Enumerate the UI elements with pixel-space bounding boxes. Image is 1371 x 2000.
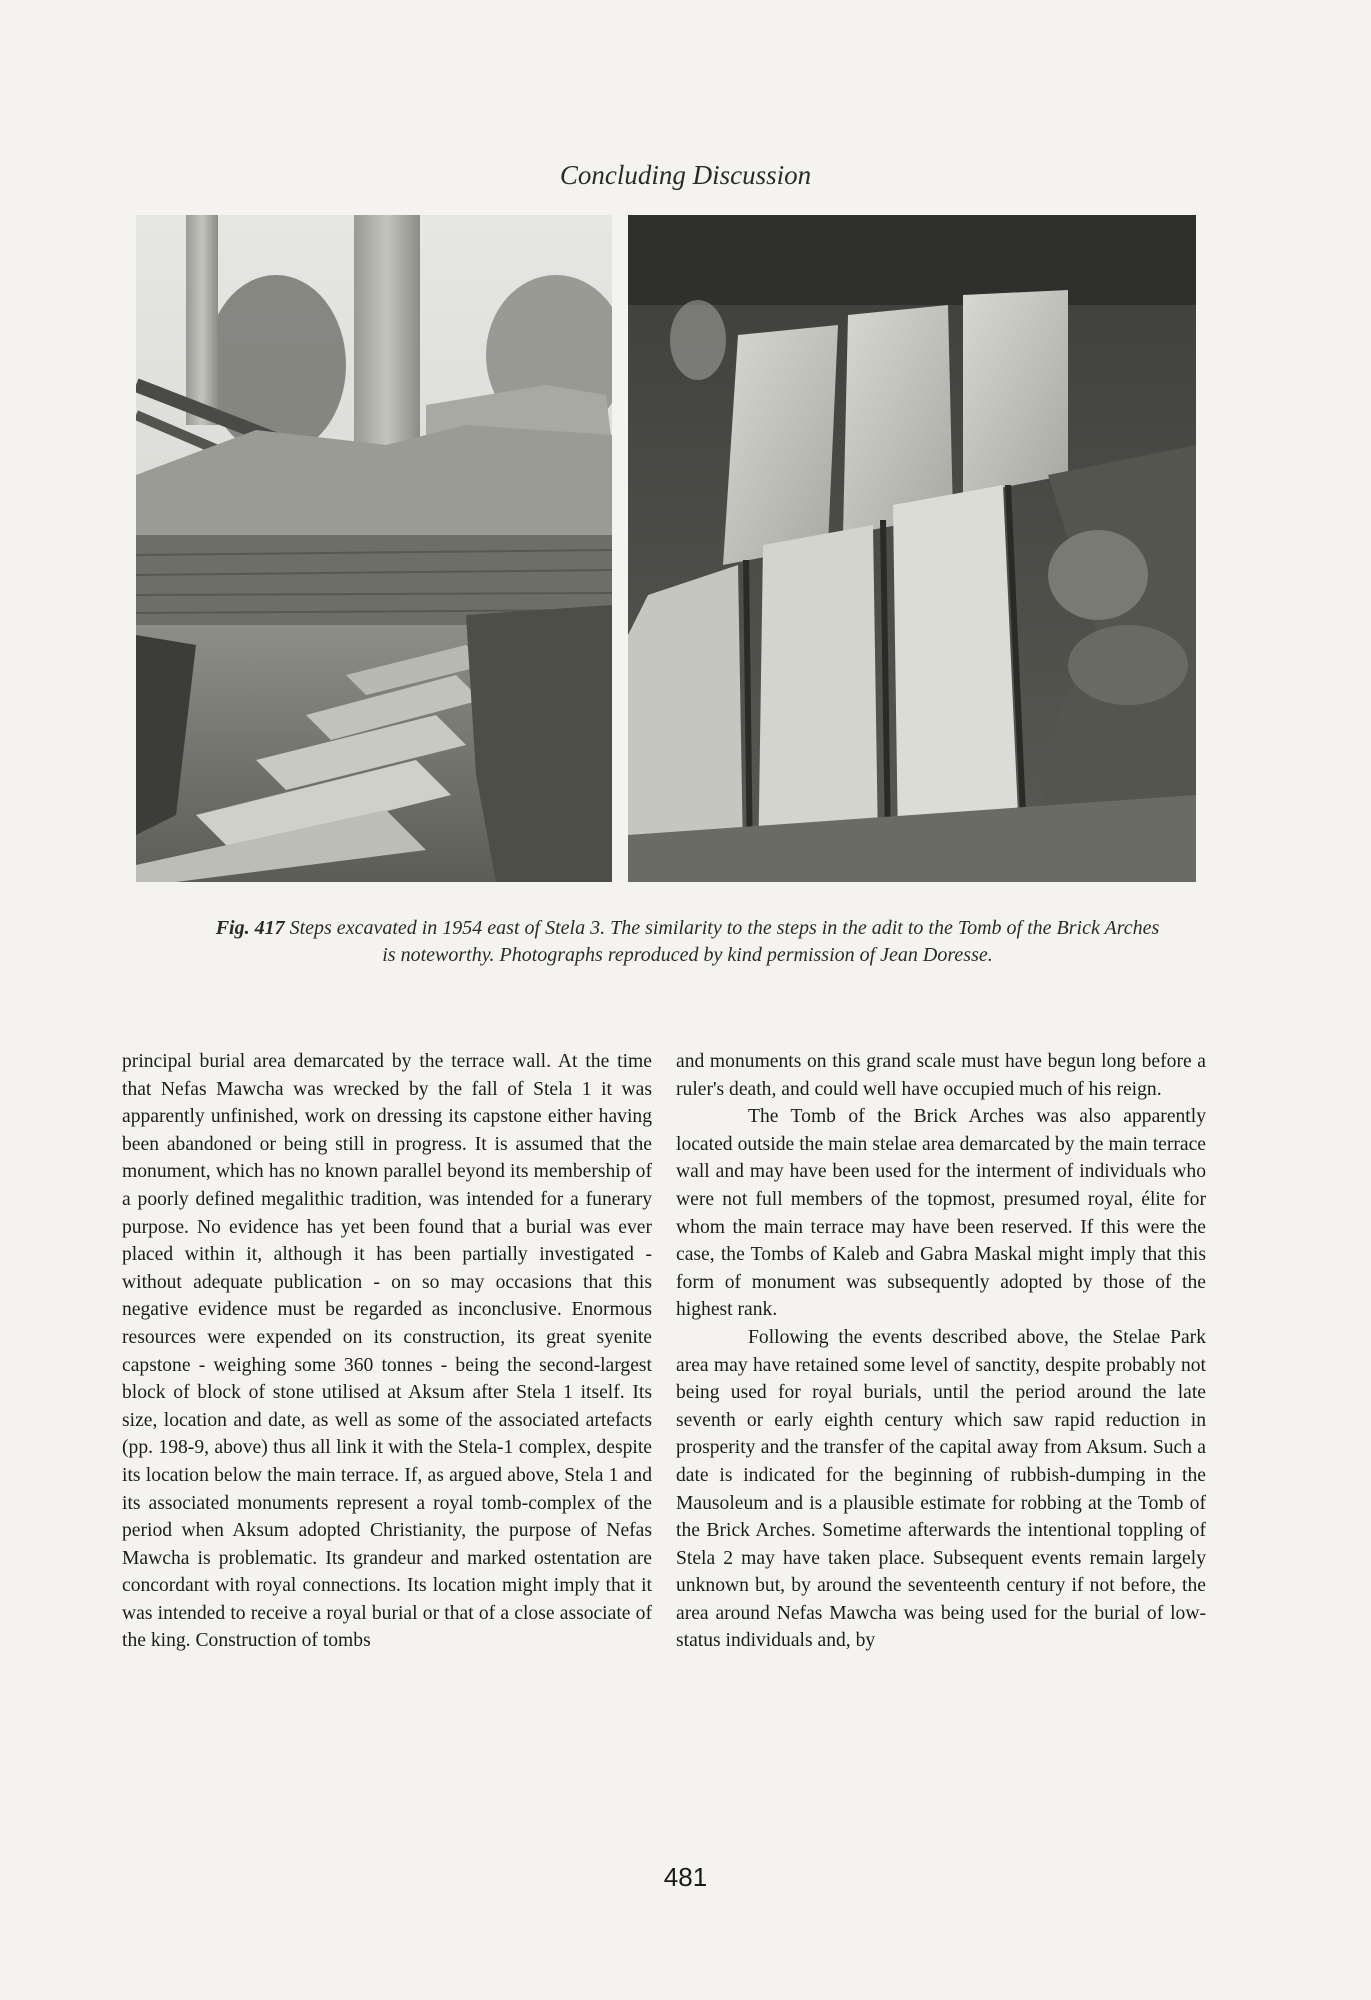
paragraph: The Tomb of the Brick Arches was also apparently located outside the main stelae area demarcated by the main terrace wall and may have been used for the interment of individuals who were not full members of the topmost, presumed royal, élite for whom the main terrace may have been reserved. If this were the case, the Tombs of Kaleb and Gabra Maskal might imply that this form of monument was subsequently adopted by those of the highest rank. [676,1106,1206,1321]
running-header: Concluding Discussion [559,160,812,190]
page-number: 481 [663,1862,708,1892]
paragraph: Following the events described above, the Stelae Park area may have retained some level of sanctity, despite probably not being used for royal burials, until the period around the late seventh or early eighth century which saw rapid reduction in prosperity and the transfer of the capital away from Aksum. Such a date is indicated for the beginning of rubbish-dumping in the Mausoleum and is a plausible estimate for robbing at the Tomb of the Brick Arches. Sometime afterwards the intentional toppling of Stela 2 may have taken place. Subsequent events remain largely unknown but, by around the seventeenth century if not before, the area around Nefas Mawcha was being used for the burial of low-status individuals and, by [676,1326,1206,1652]
paragraph: and monuments on this grand scale must have begun long before a ruler's death, and could well have occupied much of his reign. [676,1051,1206,1100]
photo-adit-steps [628,215,1196,882]
figure-caption [210,915,1165,969]
figure-caption-text: Steps excavated in 1954 east of Stela 3. The similarity to the steps in the adit to the Tomb of the Brick Arches is noteworthy. Photographs reproduced by kind permission of Jean Doresse. [289,917,1160,966]
figure-label: Fig. 417 [215,917,285,939]
paragraph: principal burial area demarcated by the terrace wall. At the time that Nefas Mawcha was wrecked by the fall of Stela 1 it was apparently unfinished, work on dressing its capstone either having been abandoned or being still in progress. It is assumed that the monument, which has no known parallel beyond its membership of a poorly defined megalithic tradition, was intended for a funerary purpose. No evidence has yet been found that a burial was ever placed within it, although it has been partially investigated - without adequate publication - on so may occasions that this negative evidence must be regarded as inconclusive. Enormous resources were expended on its construction, its great syenite capstone - weighing some 360 tonnes - being the second-largest block of block of stone utilised at Aksum after Stela 1 itself. Its size, location and date, as well as some of the associated artefacts (pp. 198-9, above) thus all link it with the Stela-1 complex, despite its location below the main terrace. If, as argued above, Stela 1 and its associated monuments represent a royal tomb-complex of the period when Aksum adopted Christianity, the purpose of Nefas Mawcha is problematic. Its grandeur and marked ostentation are concordant with royal connections. Its location might imply that it was intended to receive a royal burial or that of a close associate of the king. Construction of tombs [122,1051,652,1652]
photo-steps-excavated [136,215,612,882]
left-text-column [122,1048,652,1655]
right-text-column [676,1048,1206,1655]
